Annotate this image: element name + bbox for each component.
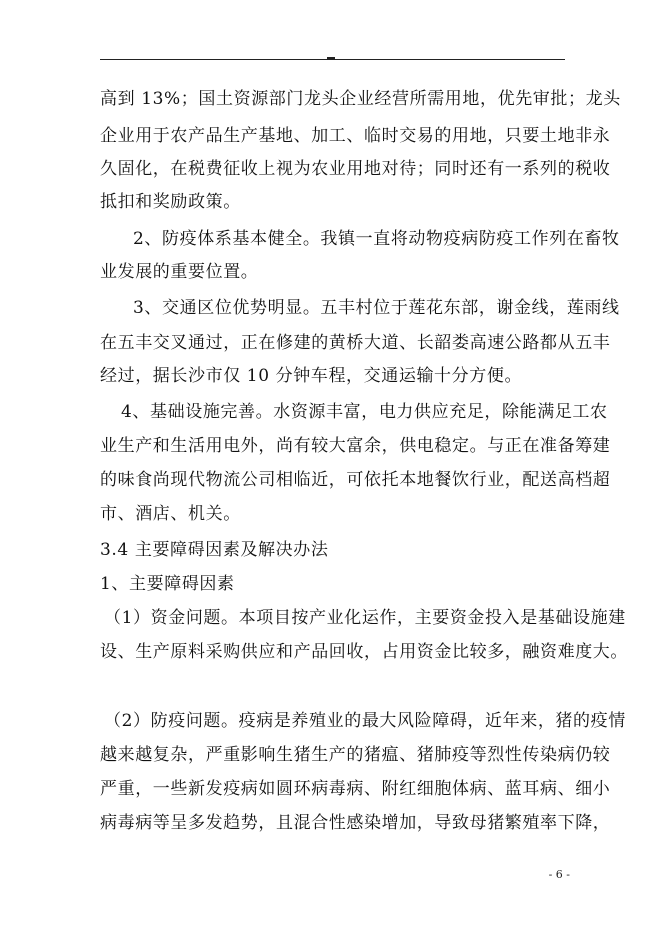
body-line: 高到 13%；国土资源部门龙头企业经营所需用地，优先审批；龙头 (100, 89, 621, 109)
header-mark (327, 57, 335, 60)
body-line: 越来越复杂，严重影响生猪生产的猪瘟、猪肺疫等烈性传染病仍较 (100, 745, 611, 765)
body-line: （2）防疫问题。疫病是养殖业的最大风险障碍，近年来，猪的疫情 (104, 711, 626, 731)
body-line: 4、基础设施完善。水资源丰富，电力供应充足，除能满足工农 (121, 402, 608, 422)
body-line: 经过，据长沙市仅 10 分钟车程，交通运输十分方便。 (100, 366, 523, 386)
body-line: （1）资金问题。本项目按产业化运作，主要资金投入是基础设施建 (104, 608, 626, 628)
body-line: 市、酒店、机关。 (100, 504, 241, 524)
section-heading: 3.4 主要障碍因素及解决办法 (100, 540, 329, 560)
body-line: 抵扣和奖励政策。 (100, 192, 241, 212)
body-line: 3、交通区位优势明显。五丰村位于莲花东部，谢金线，莲雨线 (133, 298, 620, 318)
body-line: 在五丰交叉通过，正在修建的黄桥大道、长韶娄高速公路都从五丰 (100, 333, 611, 353)
page-number: - 6 - (548, 868, 570, 881)
body-line: 严重，一些新发疫病如圆环病毒病、附红细胞体病、蓝耳病、细小 (100, 779, 611, 799)
body-line: 业发展的重要位置。 (100, 262, 259, 282)
body-line: 的味食尚现代物流公司相临近，可依托本地餐饮行业，配送高档超 (100, 470, 611, 490)
body-line: 企业用于农产品生产基地、加工、临时交易的用地，只要土地非永 (100, 126, 611, 146)
body-line: 业生产和生活用电外，尚有较大富余，供电稳定。与正在准备筹建 (100, 436, 611, 456)
body-line: 2、防疫体系基本健全。我镇一直将动物疫病防疫工作列在畜牧 (133, 229, 620, 249)
body-line: 设、生产原料采购供应和产品回收，占用资金比较多，融资难度大。 (100, 642, 628, 662)
body-line: 病毒病等呈多发趋势，且混合性感染增加，导致母猪繁殖率下降， (100, 813, 611, 833)
body-line: 久固化，在税费征收上视为农业用地对待；同时还有一系列的税收 (100, 159, 611, 179)
subsection-heading: 1、主要障碍因素 (100, 574, 235, 594)
